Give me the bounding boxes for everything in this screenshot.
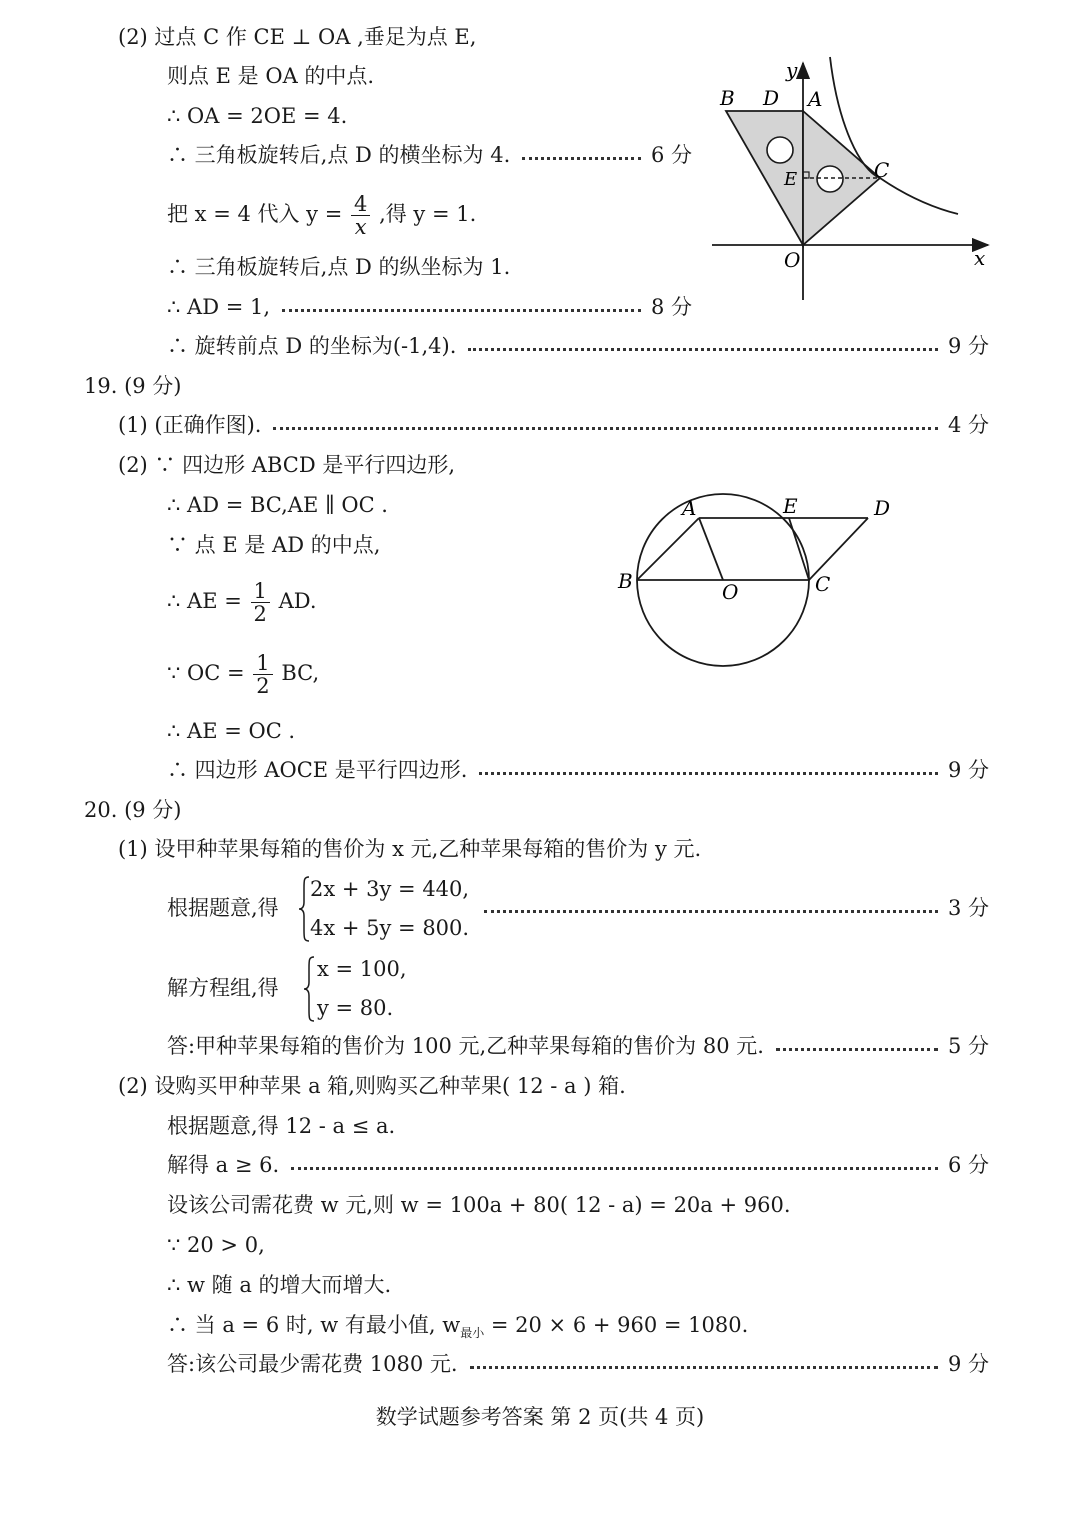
q19-line-5 (167, 647, 319, 699)
q19-line-6: ∴ AE = OC . (167, 719, 296, 743)
equation-system-1 (298, 874, 478, 944)
q19-part-1-text: (1) (正确作图). (118, 413, 262, 437)
label-d: D (874, 496, 891, 520)
dot-leader (479, 772, 937, 775)
q19-line-5-a: ∵ OC = (167, 661, 245, 685)
fraction-numerator: 1 (251, 580, 270, 603)
q19-line-7-text: ∴ 四边形 AOCE 是平行四边形. (167, 758, 468, 782)
fraction-denominator: 2 (256, 674, 270, 698)
q20-line-12-text: 答:该公司最少需花费 1080 元. (167, 1352, 458, 1376)
dot-leader (273, 427, 937, 430)
dot-leader (468, 348, 938, 351)
label-o: O (722, 580, 739, 604)
fraction-4-over-x (351, 193, 370, 238)
fraction-one-half (251, 580, 270, 625)
segment-ao (699, 518, 723, 580)
q19-line-4-a: ∴ AE = (167, 589, 242, 613)
label-x: x (974, 246, 986, 270)
q18-line-5-b: ,得 y = 1. (379, 202, 477, 226)
label-b: B (618, 569, 633, 593)
q20-line-5: (2) 设购买甲种苹果 a 箱,则购买乙种苹果( 12 - a ) 箱. (118, 1074, 626, 1098)
label-c: C (815, 572, 831, 596)
dot-leader (776, 1048, 938, 1051)
fraction-one-half (253, 652, 272, 697)
q18-line-4-text: ∴ 三角板旋转后,点 D 的横坐标为 4. (167, 143, 511, 167)
fraction-denominator: 2 (253, 602, 267, 626)
label-o: O (784, 248, 801, 272)
q19-part-1 (118, 410, 989, 440)
label-y: y (786, 58, 798, 82)
q20-line-11 (167, 1310, 748, 1340)
score-6: 6 分 (947, 1153, 989, 1177)
solution-system (303, 954, 443, 1024)
q18-line-8 (167, 331, 989, 361)
q20-line-2-score (484, 893, 989, 923)
q20-line-7 (167, 1150, 989, 1180)
left-brace-icon (298, 874, 310, 944)
q18-line-1: (2) 过点 C 作 CE ⊥ OA ,垂足为点 E, (118, 25, 477, 49)
label-b: B (720, 86, 735, 110)
score-8: 8 分 (650, 295, 692, 319)
segment-cd (809, 518, 868, 580)
q20-line-7-text: 解得 a ≥ 6. (167, 1153, 280, 1177)
q19-line-5-b: BC, (281, 661, 320, 685)
segment-ec (789, 518, 809, 580)
fraction-numerator: 4 (351, 193, 370, 216)
q18-line-2: 则点 E 是 OA 的中点. (167, 64, 375, 88)
page-footer: 数学试题参考答案 第 2 页(共 4 页) (375, 1405, 705, 1429)
q18-line-6: ∴ 三角板旋转后,点 D 的纵坐标为 1. (167, 255, 511, 279)
score-9: 9 分 (947, 758, 989, 782)
q19-line-7 (167, 755, 989, 785)
q20-line-11-a: ∴ 当 a = 6 时, w 有最小值, w (167, 1313, 461, 1337)
q20-line-8: 设该公司需花费 w 元,则 w = 100a + 80( 12 - a) = 20a + 960. (167, 1193, 791, 1217)
q20-line-9: ∵ 20 > 0, (167, 1233, 265, 1257)
dot-leader (484, 910, 938, 913)
q18-line-5-a: 把 x = 4 代入 y = (167, 202, 343, 226)
label-d: D (763, 86, 780, 110)
segment-ba (637, 518, 699, 580)
q19-line-2: ∴ AD = BC,AE ∥ OC . (167, 493, 388, 517)
dot-leader (522, 157, 641, 160)
dot-leader (291, 1167, 938, 1170)
equation-2: 4x + 5y = 800. (310, 916, 470, 940)
equation-1: 2x + 3y = 440, (310, 877, 470, 901)
label-a: A (682, 496, 697, 520)
q20-line-4-text: 答:甲种苹果每箱的售价为 100 元,乙种苹果每箱的售价为 80 元. (167, 1034, 764, 1058)
q18-line-8-text: ∴ 旋转前点 D 的坐标为(-1,4). (167, 334, 457, 358)
score-6: 6 分 (650, 143, 692, 167)
figure-circle-parallelogram (612, 485, 902, 675)
q20-line-10: ∴ w 随 a 的增大而增大. (167, 1273, 392, 1297)
subscript-min: 最小 (460, 1326, 485, 1340)
solution-y: y = 80. (317, 996, 394, 1020)
dot-leader (470, 1366, 938, 1369)
solution-x: x = 100, (317, 957, 407, 981)
q18-line-7 (167, 292, 692, 322)
q19-line-3: ∵ 点 E 是 AD 的中点, (167, 533, 381, 557)
label-e: E (783, 494, 798, 518)
left-brace-icon (303, 954, 315, 1024)
q20-line-2-label: 根据题意,得 (167, 896, 279, 920)
q20-line-11-b: = 20 × 6 + 960 = 1080. (484, 1313, 749, 1337)
score-3: 3 分 (947, 896, 989, 920)
fraction-denominator: x (354, 215, 367, 239)
q19-line-4 (167, 575, 317, 627)
q20-header: 20. (9 分) (84, 798, 182, 822)
hole-circle-2 (817, 166, 843, 192)
q20-line-4 (167, 1031, 989, 1061)
q20-line-3-label: 解方程组,得 (167, 976, 279, 1000)
q18-line-4 (167, 140, 692, 170)
q18-line-7-text: ∴ AD = 1, (167, 295, 271, 319)
q18-line-5 (167, 190, 476, 238)
q19-line-1: (2) ∵ 四边形 ABCD 是平行四边形, (118, 453, 456, 477)
label-a: A (808, 87, 823, 111)
q19-line-4-b: AD. (278, 589, 317, 613)
score-4: 4 分 (947, 413, 989, 437)
q20-line-12 (167, 1349, 989, 1379)
label-c: C (874, 158, 890, 182)
figure-coordinate-triangle (700, 55, 1000, 310)
label-e: E (784, 169, 798, 190)
q20-line-1: (1) 设甲种苹果每箱的售价为 x 元,乙种苹果每箱的售价为 y 元. (118, 837, 702, 861)
hole-circle-1 (767, 137, 793, 163)
q18-line-3: ∴ OA = 2OE = 4. (167, 104, 348, 128)
score-9: 9 分 (947, 334, 989, 358)
score-9: 9 分 (947, 1352, 989, 1376)
q19-header: 19. (9 分) (84, 374, 182, 398)
q20-line-6: 根据题意,得 12 - a ≤ a. (167, 1114, 396, 1138)
score-5: 5 分 (947, 1034, 989, 1058)
fraction-numerator: 1 (253, 652, 272, 675)
dot-leader (282, 309, 641, 312)
